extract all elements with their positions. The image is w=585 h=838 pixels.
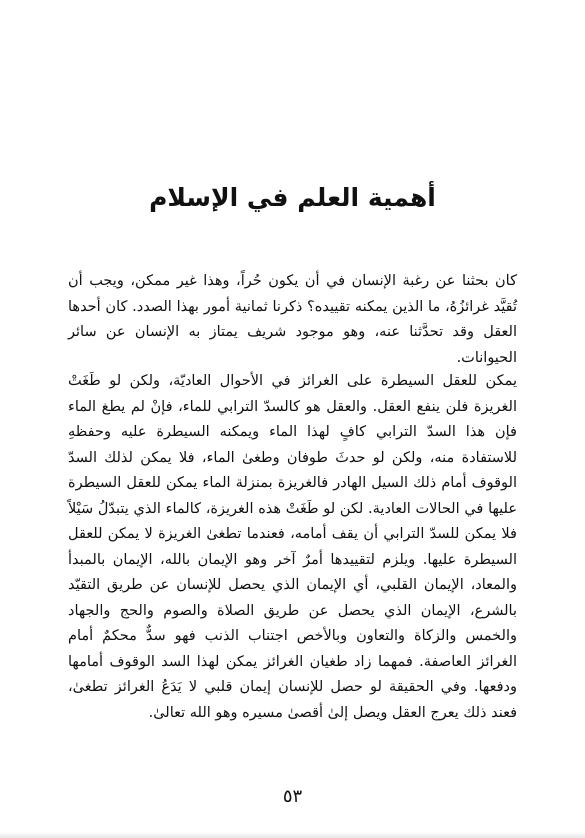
chapter-title: أهمية العلم في الإسلام — [149, 183, 436, 212]
page-number: ٥٣ — [282, 786, 303, 807]
paragraph-intro: كان بحثنا عن رغبة الإنسان في أن يكون حُراً، وهذا غير ممكن، ويجب أن تُقيَّد غرائزُهُ، ما الذين يمكنه تقييده؟ ذكرنا ثمانية أمور بهذا الصدد. كان أحدها العقل وقد تحدَّثنا عنه، وهو موجود شريف يمتاز به الإنسان عن سائر الحيوانات. — [68, 273, 517, 366]
page-bottom-edge — [0, 832, 585, 838]
paragraph-reason-and-faith: يمكن للعقل السيطرة على الغرائز في الأحوال العاديّة، ولكن لو طَغَتْ الغريزة فلن ينفع العقل. والعقل هو كالسدّ الترابي للماء، فإنْ لم يطغ الماء فإن هذا السدّ الترابي كافٍ لهذا الماء ويمكنه السيطرة عليه وحفظهِ للاستفادة منه، ولكن لو حدثَ طوفان وطغىٰ الماء، فلا يمكن لذلك السدّ الوقوف أمام ذلك السيل الهادر فالغريزة بمنزلة الماء يمكن للعقل السيطرة عليها في الحالات العادية. لكن لو طَغَتْ هذه الغريزة، كالماء الذي يتبدّلُ سَيْلاً فلا يمكن للسدّ الترابي أن يقف أمامه، فعندما تطغىٰ الغريزة لا يمكن للعقل السيطرة عليها. ويلزم لتقييدها أمرٌ آخر وهو الإيمان بالله، الإيمان بالمبدأ والمعاد، الإيمان القلبي، أي الإيمان الذي يحصل للإنسان عن طريق التقيّد بالشرع، الإيمان الذي يحصل عن طريق الصلاة والصوم والحج والجهاد والخمس والزكاة والتعاون وبالأخص اجتناب الذنب فهو سدٌّ محكمٌ أمام الغرائز العاصفة. فمهما زاد طغيان الغرائز يمكن لهذا السد الوقوف أمامها ودفعها. وفي الحقيقة لو حصل للإنسان إيمان قلبي لا يَدَعُ الغرائز تطغىٰ، فعند ذلك يعرج العقل ويصل إلىٰ أقصىٰ مسيره وهو الله تعالىٰ. — [68, 373, 517, 721]
